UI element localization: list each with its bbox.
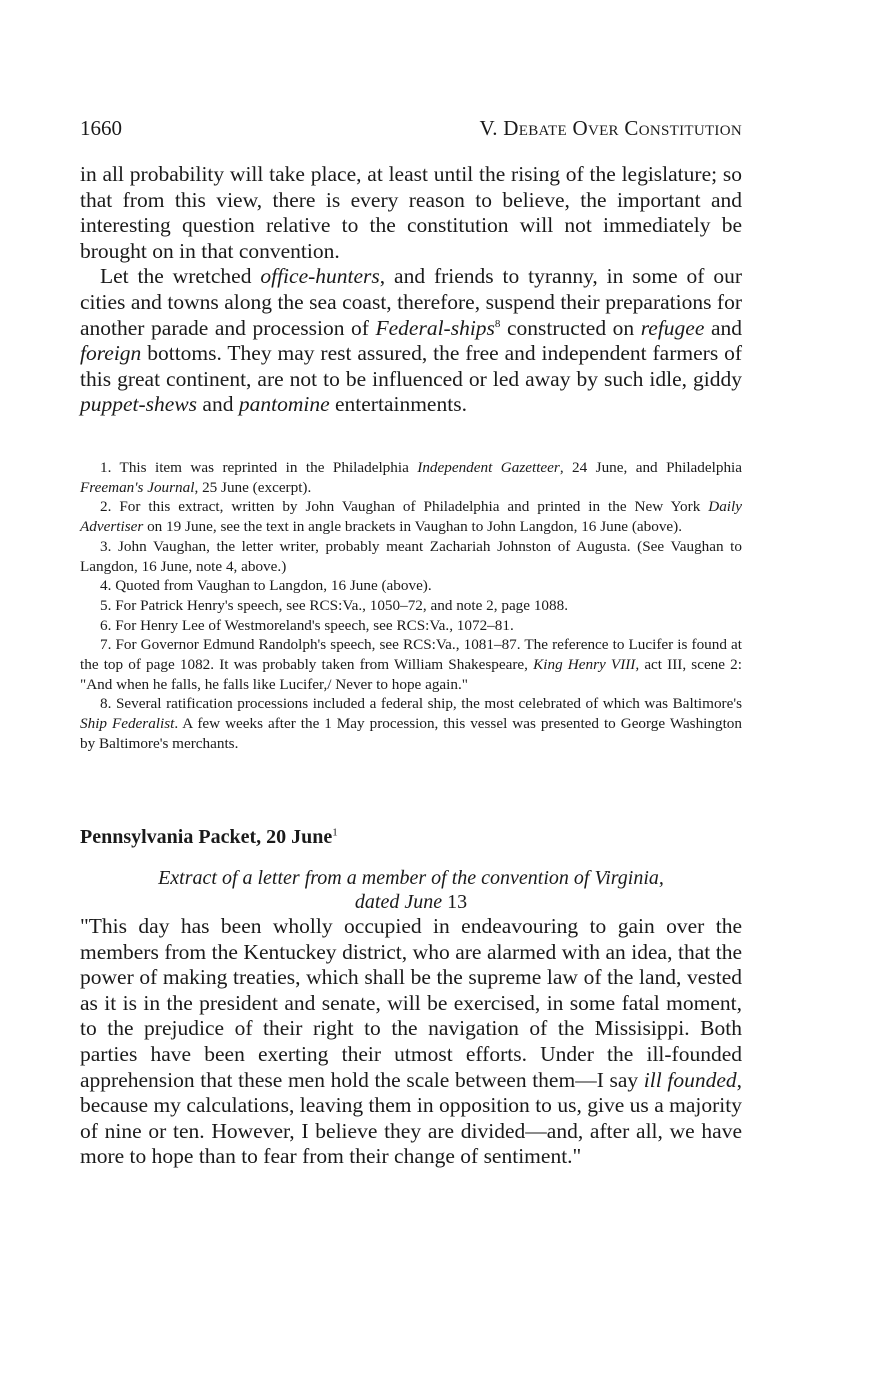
footnote-4: 4. Quoted from Vaughan to Langdon, 16 June (above).	[100, 577, 432, 595]
footnote-6: 6. For Henry Lee of Westmoreland's speech, see RCS:Va., 1072–81.	[100, 616, 514, 634]
text-run: , 25 June (excerpt).	[194, 478, 312, 496]
footnote-8	[80, 694, 742, 753]
footnote-3: 3. John Vaughan, the letter writer, probably meant Zachariah Johnston of Augusta. (See Vaughan to Langdon, 16 June, note 4, above.)	[80, 537, 742, 575]
letter-body	[80, 914, 742, 1170]
text-run: bottoms. They may rest assured, the free and independent farmers of this great continent, are not to be influenced or led away by such idle, giddy	[80, 341, 742, 391]
dateline-day: 13	[447, 891, 468, 913]
text-run: 8. Several ratification processions included a federal ship, the most celebrated of which was Baltimore's	[100, 695, 742, 713]
italic-term: ill founded	[643, 1067, 737, 1092]
continuation-paragraph-1: in all probability will take place, at least until the rising of the legislature; so that from this view, there is every reason to believe, the important and interesting question relative to the constitution will not immediately be brought on in that convention.	[80, 162, 742, 263]
italic-title: Ship Federalist	[80, 715, 175, 733]
heading-text: Pennsylvania Packet, 20 June	[80, 826, 333, 848]
document-heading	[80, 826, 742, 849]
text-run: , 24 June, and Philadelphia	[559, 459, 742, 476]
footnote-1	[80, 458, 742, 497]
continuation-text	[80, 162, 742, 418]
italic-term: pantomine	[238, 392, 330, 417]
italic-term: puppet-shews	[80, 392, 198, 417]
text-run: on 19 June, see the text in angle brackets in Vaughan to John Langdon, 16 June (above).	[143, 518, 683, 536]
page-number: 1660	[80, 116, 122, 140]
dateline-line-2: dated June	[354, 891, 443, 913]
text-run: and	[197, 392, 239, 417]
letter-paragraph	[80, 914, 742, 1170]
italic-title: Daily Advertiser	[80, 498, 742, 536]
footnote-7	[80, 635, 742, 694]
text-run: 1. This item was reprinted in the Philadelphia	[100, 459, 418, 476]
section-title: V. Debate Over Constitution	[479, 116, 742, 140]
italic-term: foreign	[80, 341, 142, 366]
running-head	[80, 116, 742, 141]
text-run: and	[704, 315, 742, 340]
footnote-2	[80, 497, 742, 536]
text-run: , because my calculations, leaving them in opposition to us, give us a majority of nine or ten. However, I believe they are divided—and, after all, we have more to hope than to fear from their change of sentiment."	[80, 1067, 742, 1169]
text-run: entertainments.	[329, 392, 467, 417]
dateline-line-1: Extract of a letter from a member of the convention of Virginia,	[158, 867, 664, 889]
italic-title: King Henry VIII,	[533, 656, 640, 674]
dateline	[80, 866, 742, 914]
footnote-ref: 8	[494, 317, 501, 330]
italic-title: Independent Gazetteer	[417, 459, 560, 476]
text-run: Let the wretched	[100, 264, 261, 289]
continuation-paragraph-2	[80, 264, 742, 418]
text-run: act III, scene 2: "And when he falls, he falls like Lucifer,/ Never to hope again."	[80, 656, 742, 693]
italic-title: Freeman's Journal	[80, 478, 195, 496]
footnote-5: 5. For Patrick Henry's speech, see RCS:Va., 1050–72, and note 2, page 1088.	[100, 596, 568, 614]
text-run: 2. For this extract, written by John Vaughan of Philadelphia and printed in the New York	[100, 498, 709, 516]
italic-term: office-hunters	[260, 264, 380, 289]
text-run: "This day has been wholly occupied in endeavouring to gain over the members from the Kentuckey district, who are alarmed with an idea, that the power of making treaties, which shall be the supreme law of the land, vested as it is in the president and senate, will be exercised, in some fatal moment, to the prejudice of their right to the navigation of the Missisippi. Both parties have been exerting their utmost efforts. Under the ill-founded apprehension that these men hold the scale between them—I say	[80, 914, 742, 1092]
text-run: 7. For Governor Edmund Randolph's speech, see RCS:Va., 1081–87. The reference to Lucifer is found at the top of page 1082. It was probably taken from William Shakespeare,	[80, 636, 742, 674]
footnotes	[80, 458, 742, 754]
text-run: , and friends to tyranny, in some of our cities and towns along the sea coast, therefore, suspend their preparations for another parade and procession of	[80, 264, 743, 340]
text-run: . A few weeks after the 1 May procession, this vessel was presented to George Washington by Baltimore's merchants.	[80, 715, 742, 752]
text-run: constructed on	[500, 315, 641, 340]
italic-term: refugee	[640, 315, 705, 340]
italic-term: Federal-ships	[375, 315, 495, 340]
footnote-ref: 1	[332, 826, 338, 839]
